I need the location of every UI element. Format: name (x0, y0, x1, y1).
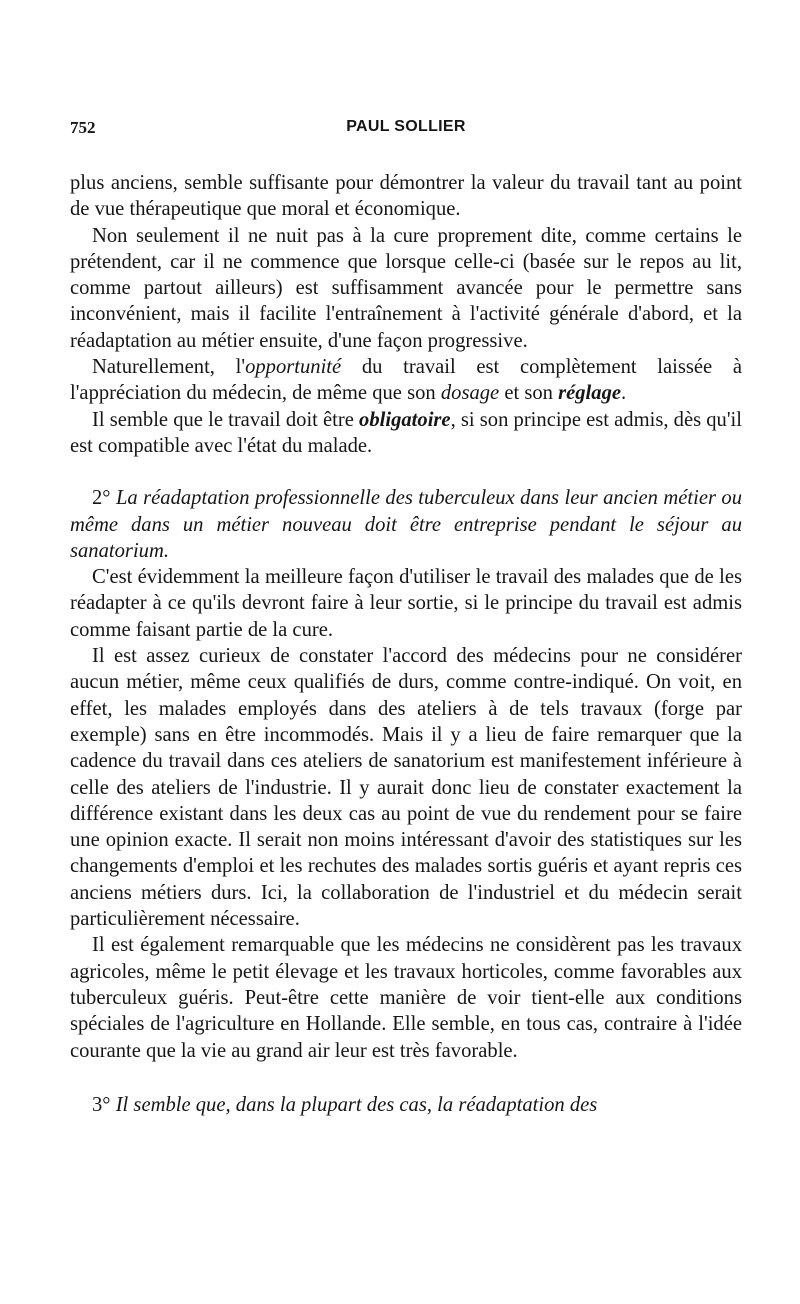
section-number: 3° (92, 1093, 111, 1116)
paragraph-opportunite: Naturellement, l'opportunité du travail est complètement laissée à l'appréciation du médecin, de même que son dosage et son réglage. (70, 356, 742, 405)
term-obligatoire: obligatoire (359, 408, 451, 431)
paragraph-agricoles: Il est également remarquable que les médecins ne considèrent pas les travaux agricoles, même le petit élevage et les travaux horticoles, comme favorables aux tuberculeux guéris. Peut-être cette manière de voir tient-elle aux conditions spéciales de l'agriculture en Hollande. Elle semble, en tous cas, contraire à l'idée courante que la vie au grand air leur est très favorable. (70, 934, 742, 1062)
paragraph-cure: Non seulement il ne nuit pas à la cure proprement dite, comme certains le prétendent, car il ne commence que lorsque celle-ci (basée sur le repos au lit, comme partout ailleurs) est suffisamment avancée pour le permettre sans inconvénient, mais il facilite l'entraînement à l'activité générale d'abord, et la réadaptation au métier ensuite, d'une façon progressive. (70, 224, 742, 352)
paragraph-metiers-durs: Il est assez curieux de constater l'accord des médecins pour ne considérer aucun métier, même ceux qualifiés de durs, comme contre-indiqué. On voit, en effet, les malades employés dans des ateliers à de tels travaux (forge par exemple) sans en être incommodés. Mais il y a lieu de faire remarquer que la cadence du travail dans ces ateliers de sanatorium est manifestement inférieure à celle des ateliers de l'industrie. Il y aurait donc lieu de constater exactement la différence existant dans les deux cas au point de vue du rendement pour se faire une opinion exacte. Il serait non moins intéressant d'avoir des statistiques sur les changements d'emploi et les rechutes des malades sortis guéris et ayant repris ces anciens métiers durs. Ici, la collaboration de l'industriel et du médecin serait particulièrement nécessaire. (70, 645, 742, 931)
section-2-heading (70, 485, 742, 564)
page-number: 752 (70, 118, 96, 137)
term-reglage: réglage (558, 382, 622, 405)
paragraph-continuation: plus anciens, semble suffisante pour démontrer la valeur du travail tant au point de vue thérapeutique que moral et économique. (70, 172, 742, 221)
section-title: Il semble que, dans la plupart des cas, la réadaptation des (110, 1093, 598, 1116)
term-opportunite: opportunité (245, 356, 342, 379)
body-text (70, 170, 742, 1118)
section-number: 2° (92, 487, 111, 510)
running-head (70, 118, 742, 142)
paragraph-readapter: C'est évidemment la meilleure façon d'utiliser le travail des malades que de les réadapter à ce qu'ils devront faire à leur sortie, si le principe du travail est admis comme faisant partie de la cure. (70, 566, 742, 641)
running-title: PAUL SOLLIER (346, 118, 466, 135)
term-dosage: dosage (440, 382, 500, 405)
section-3-heading (70, 1092, 742, 1118)
paragraph-obligatoire: Il semble que le travail doit être obligatoire, si son principe est admis, dès qu'il est compatible avec l'état du malade. (70, 408, 742, 457)
section-title: La réadaptation professionnelle des tuberculeux dans leur ancien métier ou même dans un métier nouveau doit être entreprise pendant le séjour au sanatorium. (70, 487, 742, 562)
